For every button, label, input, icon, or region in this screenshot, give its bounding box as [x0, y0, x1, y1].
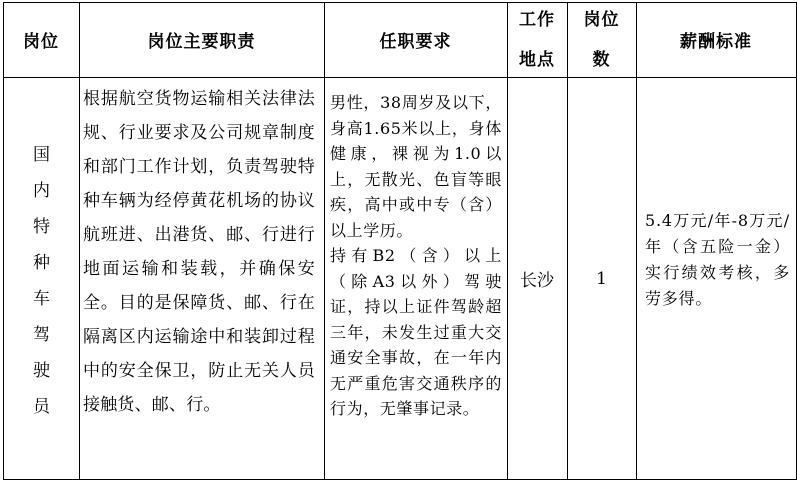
cell-duties: 根据航空货物运输相关法律法规、行业要求及公司规章制度和部门工作计划，负责驾驶特种车辆为经停黄花机场的协议航班进、出港货、邮、行进行地面运输和装载，并确保安全。目的是保障货、邮、行在隔离区内运输途中和装卸过程中的安全保卫，防止无关人员接触货、邮、行。 [83, 89, 315, 415]
cell-position [7, 82, 77, 480]
cell-salary: 5.4万元/年-8万元/年（含五险一金）实行绩效考核，多劳多得。 [645, 211, 790, 308]
table-bottom-border [3, 479, 797, 480]
header-position: 岗位 [23, 32, 59, 52]
cell-location: 长沙 [520, 271, 554, 291]
requirements-paragraph: 持有B2（含）以上（除A3以外）驾驶证，持以上证件驾龄超三年，未发生过重大交通安全事故，在一年内无严重危害交通秩序的行为，无肇事记录。 [330, 246, 502, 418]
header-duties: 岗位主要职责 [147, 32, 256, 52]
header-location-line1: 工作 [519, 9, 555, 30]
header-salary: 薪酬标准 [680, 32, 752, 52]
header-count [567, 2, 636, 77]
cell-count: 1 [596, 268, 607, 289]
header-divider [3, 77, 797, 78]
header-count-line1: 岗位 [583, 9, 620, 30]
requirements-paragraph: 男性，38周岁及以下，身高1.65米以上，身体健康，裸视为1.0以上，无散光、色盲等眼疾，高中或中专（含）以上学历。 [330, 93, 502, 240]
position-text: 国内特种车驾驶员 [33, 145, 51, 417]
header-requirements: 任职要求 [379, 32, 452, 52]
header-count-line2: 数 [592, 49, 611, 70]
cell-requirements [330, 90, 502, 422]
header-location [507, 2, 567, 77]
header-location-line2: 地点 [519, 49, 555, 70]
